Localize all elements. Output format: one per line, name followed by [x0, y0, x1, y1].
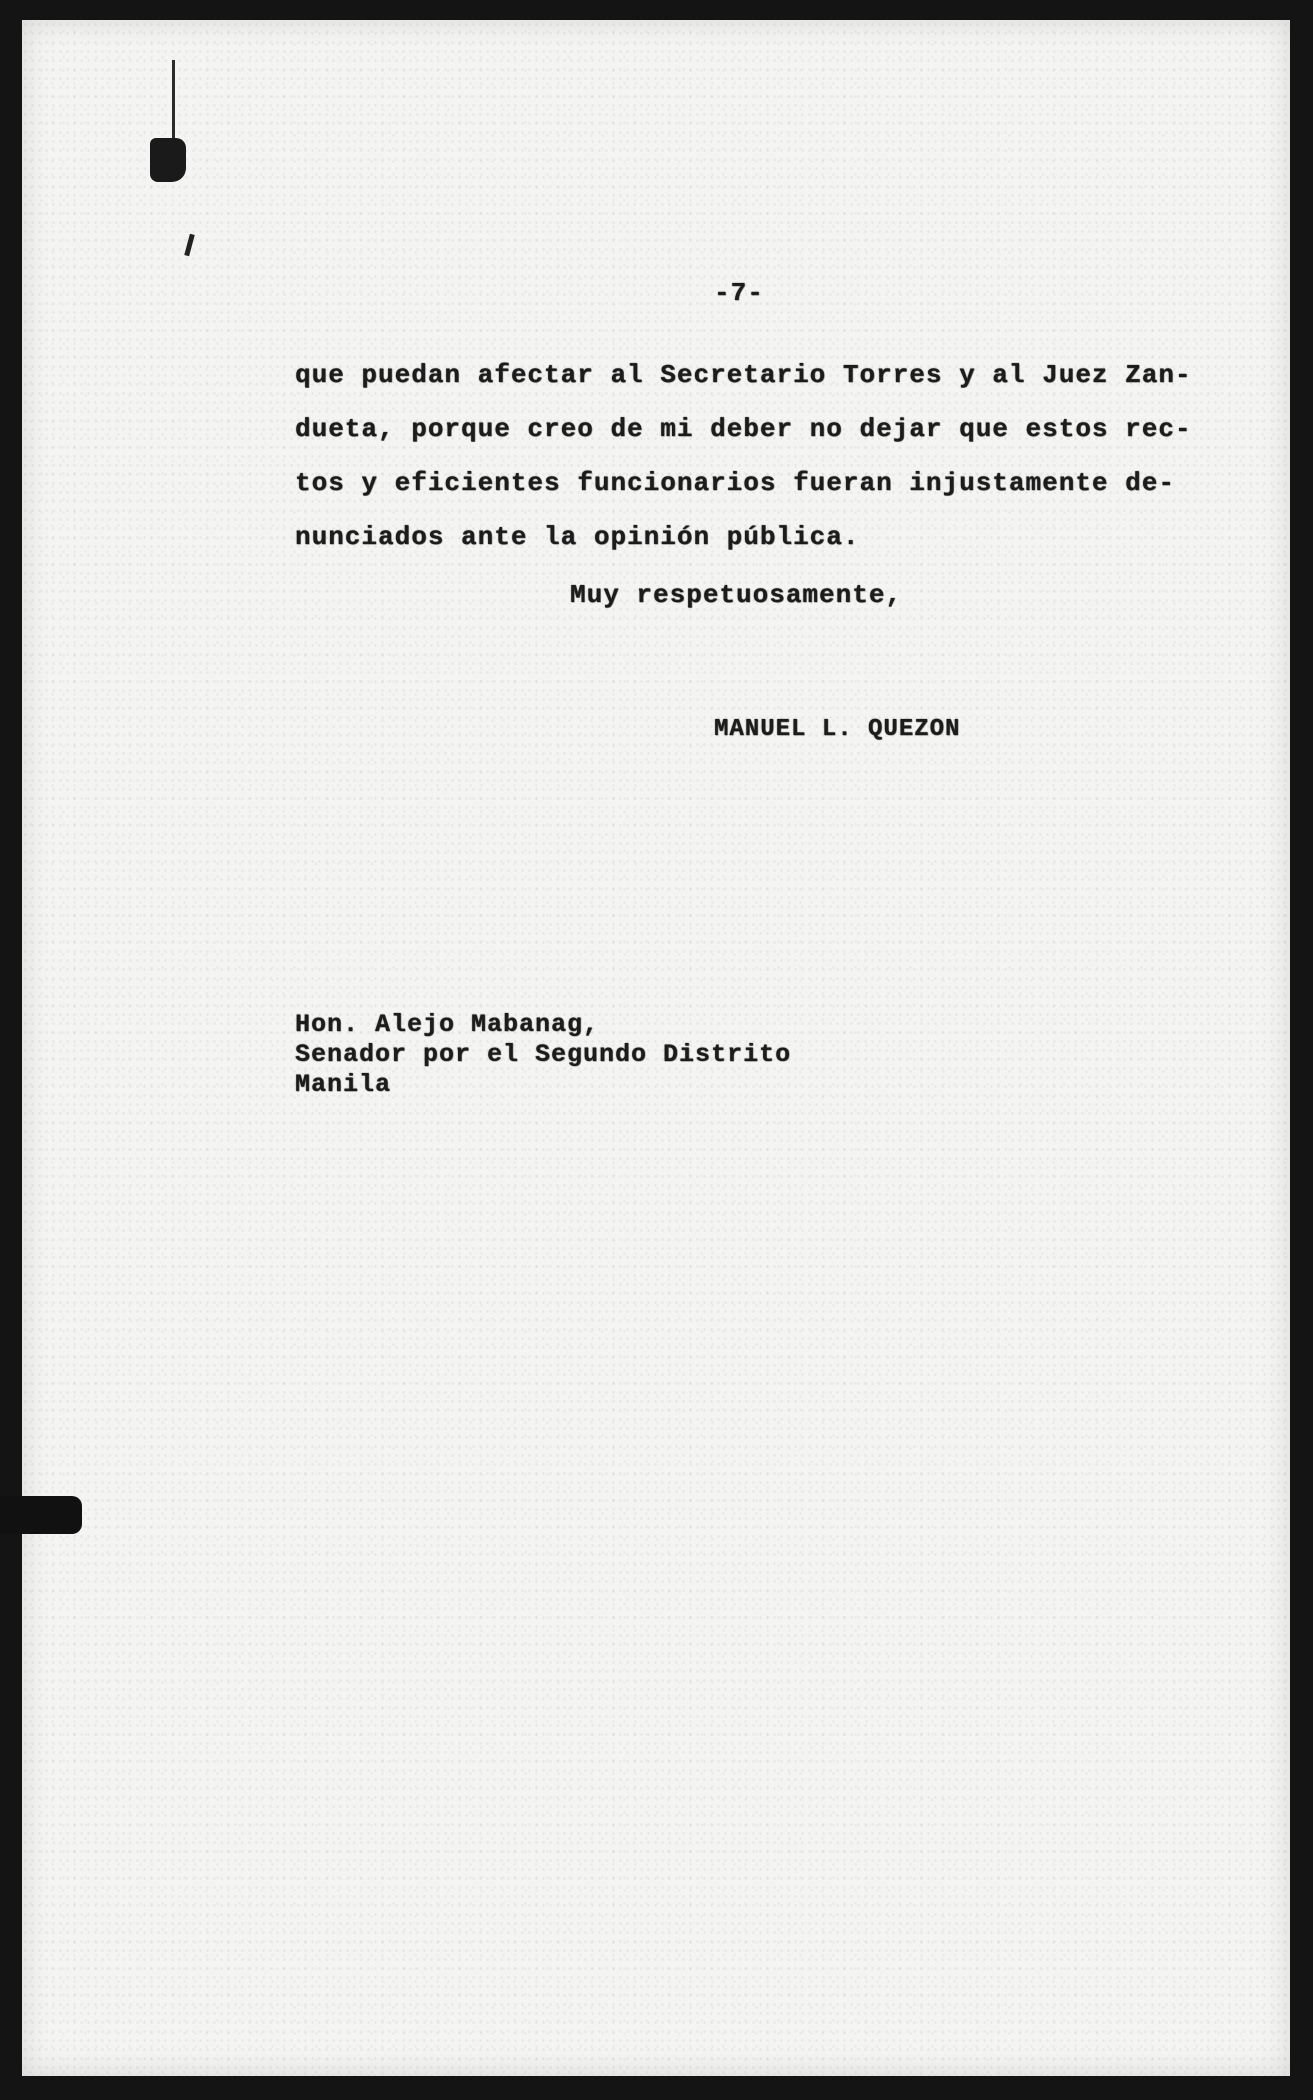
binder-mark-artifact — [184, 234, 195, 257]
body-line: nunciados ante la opinión pública. — [295, 522, 860, 552]
edge-tab-artifact — [0, 1496, 82, 1534]
page-number: -7- — [714, 278, 764, 308]
addressee-line: Senador por el Segundo Distrito — [295, 1040, 792, 1069]
addressee-line: Manila — [295, 1070, 392, 1099]
document-page — [22, 20, 1290, 2076]
binder-line-artifact — [172, 60, 175, 150]
body-line: que puedan afectar al Secretario Torres y al Juez Zan- — [295, 360, 1192, 390]
addressee-line: Hon. Alejo Mabanag, — [295, 1010, 600, 1039]
signature-name: MANUEL L. QUEZON — [714, 716, 961, 743]
closing-salutation: Muy respetuosamente, — [570, 580, 903, 610]
binder-clip-artifact — [150, 138, 186, 182]
body-line: tos y eficientes funcionarios fueran injustamente de- — [295, 468, 1175, 498]
body-line: dueta, porque creo de mi deber no dejar que estos rec- — [295, 414, 1192, 444]
